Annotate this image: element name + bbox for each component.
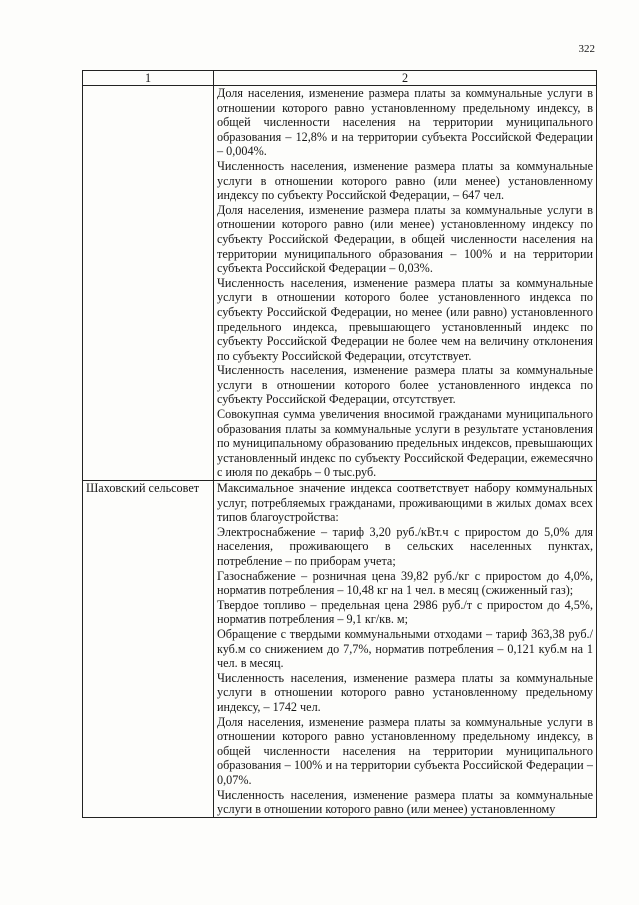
region-cell: Шаховский сельсовет [83,481,214,818]
content-cell [214,481,597,818]
table-row [83,481,597,818]
paragraph: Доля населения, изменение размера платы за коммунальные услуги в отношении которого равно установленному предельному индексу, в общей численности населения на территории муниципального образования – 12,8% и на территории субъекта Российской Федерации – 0,004%. [217,86,593,159]
paragraph: Максимальное значение индекса соответствует набору коммунальных услуг, потребляемых гражданами, проживающими в жилых домах всех типов благоустройства: [217,481,593,525]
paragraph: Твердое топливо – предельная цена 2986 руб./т с приростом до 4,5%, норматив потребления – 9,1 кг/кв. м; [217,597,593,627]
paragraph: Электроснабжение – тариф 3,20 руб./кВт.ч с приростом до 5,0% для населения, проживающего в сельских населенных пунктах, потребление – по приборам учета; [217,524,593,568]
page-number: 322 [578,43,595,55]
paragraph: Газоснабжение – розничная цена 39,82 руб./кг с приростом до 4,0%, норматив потребления – 10,48 кг на 1 чел. в месяц (сжиженный газ); [217,568,593,598]
table-header-row [83,71,597,86]
paragraph: Численность населения, изменение размера платы за коммунальные услуги в отношении которого равно установленному предельному индексу, – 1742 чел. [217,670,593,714]
region-cell [83,86,214,481]
paragraph: Совокупная сумма увеличения вносимой гражданами муниципального образования платы за коммунальные услуги в результате установления по муниципальному образованию предельных индексов, превышающих установленный индекс по субъекту Российской Федерации, ежемесячно с июля по декабрь – 0 тыс.руб. [217,407,593,480]
paragraph: Численность населения, изменение размера платы за коммунальные услуги в отношении которого более установленного индекса по субъекту Российской Федерации, но менее (или равно) установленного предельного индекса, превышающего установленный индекс по субъекту Российской Федерации не более чем на величину отклонения по субъекту Российской Федерации, отсутствует. [217,275,593,363]
content-cell [214,86,597,481]
document-table [82,70,597,818]
paragraph: Доля населения, изменение размера платы за коммунальные услуги в отношении которого равно установленному предельному индексу, в общей численности населения на территории муниципального образования – 100% и на территории субъекта Российской Федерации – 0,07%. [217,714,593,787]
paragraph: Численность населения, изменение размера платы за коммунальные услуги в отношении которого более установленного индекса по субъекту Российской Федерации, отсутствует. [217,363,593,407]
paragraph: Доля населения, изменение размера платы за коммунальные услуги в отношении которого равно (или менее) установленному индексу по субъекту Российской Федерации, в общей численности населения на территории муниципального образования – 100% и на территории субъекта Российской Федерации – 0,03%. [217,202,593,276]
column-header-2: 2 [214,71,597,86]
paragraph: Численность населения, изменение размера платы за коммунальные услуги в отношении которого равно (или менее) установленному индексу по субъекту Российской Федерации, – 647 чел. [217,158,593,203]
paragraph: Численность населения, изменение размера платы за коммунальные услуги в отношении которого равно (или менее) установленному [217,787,593,817]
column-header-1: 1 [83,71,214,86]
paragraph: Обращение с твердыми коммунальными отходами – тариф 363,38 руб./куб.м со снижением до 7,7%, норматив потребления – 0,121 куб.м на 1 чел. в месяц. [217,626,593,671]
table-row [83,86,597,481]
